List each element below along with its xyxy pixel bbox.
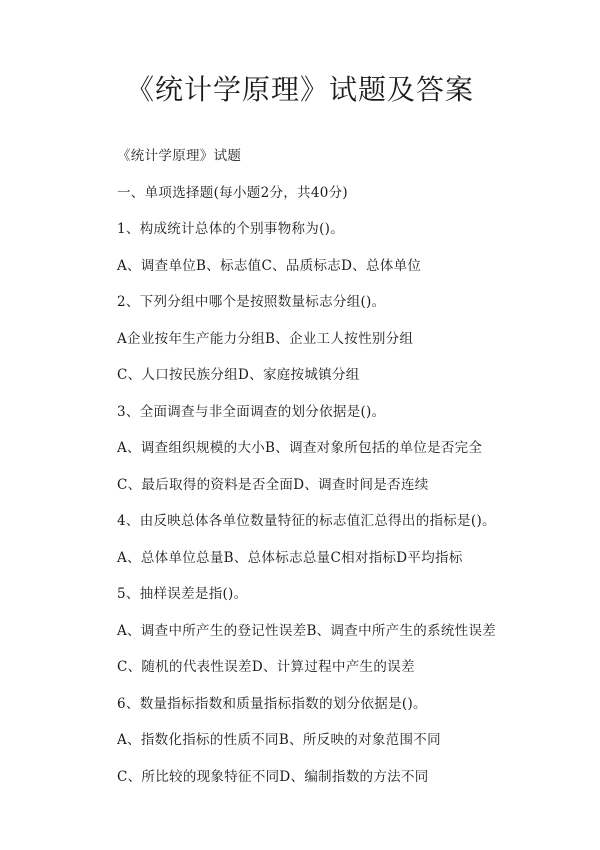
question-5-options-a: A、调查中所产生的登记性误差B、调查中所产生的系统性误差: [117, 622, 497, 639]
part-heading: 一、单项选择题(每小题2分，共40分): [117, 184, 349, 201]
question-4-options: A、总体单位总量B、总体标志总量C相对指标D平均指标: [117, 549, 463, 566]
question-3-options-a: A、调查组织规模的大小B、调查对象所包括的单位是否完全: [117, 440, 483, 456]
question-3: 3、全面调查与非全面调查的划分依据是()。: [117, 403, 386, 420]
question-4: 4、由反映总体各单位数量特征的标志值汇总得出的指标是()。: [117, 513, 496, 529]
document-title: 《统计学原理》试题及答案: [125, 73, 474, 106]
question-1: 1、构成统计总体的个别事物称为()。: [117, 221, 345, 237]
question-6: 6、数量指标指数和质量指标指数的划分依据是()。: [117, 695, 427, 712]
question-1-options: A、调查单位B、标志值C、品质标志D、总体单位: [117, 257, 422, 274]
document-body: [117, 146, 587, 803]
question-5-options-b: C、随机的代表性误差D、计算过程中产生的误差: [117, 659, 415, 675]
question-2-options-b: C、人口按民族分组D、家庭按城镇分组: [117, 367, 360, 383]
question-3-options-b: C、最后取得的资料是否全面D、调查时间是否连续: [117, 476, 429, 493]
question-6-options-a: A、指数化指标的性质不同B、所反映的对象范围不同: [117, 732, 441, 748]
question-2: 2、下列分组中哪个是按照数量标志分组()。: [117, 294, 386, 310]
question-5: 5、抽样误差是指()。: [117, 586, 248, 602]
question-6-options-b: C、所比较的现象特征不同D、编制指数的方法不同: [117, 768, 429, 785]
section-heading: 《统计学原理》试题: [117, 148, 242, 164]
question-2-options-a: A企业按年生产能力分组B、企业工人按性别分组: [117, 330, 414, 347]
